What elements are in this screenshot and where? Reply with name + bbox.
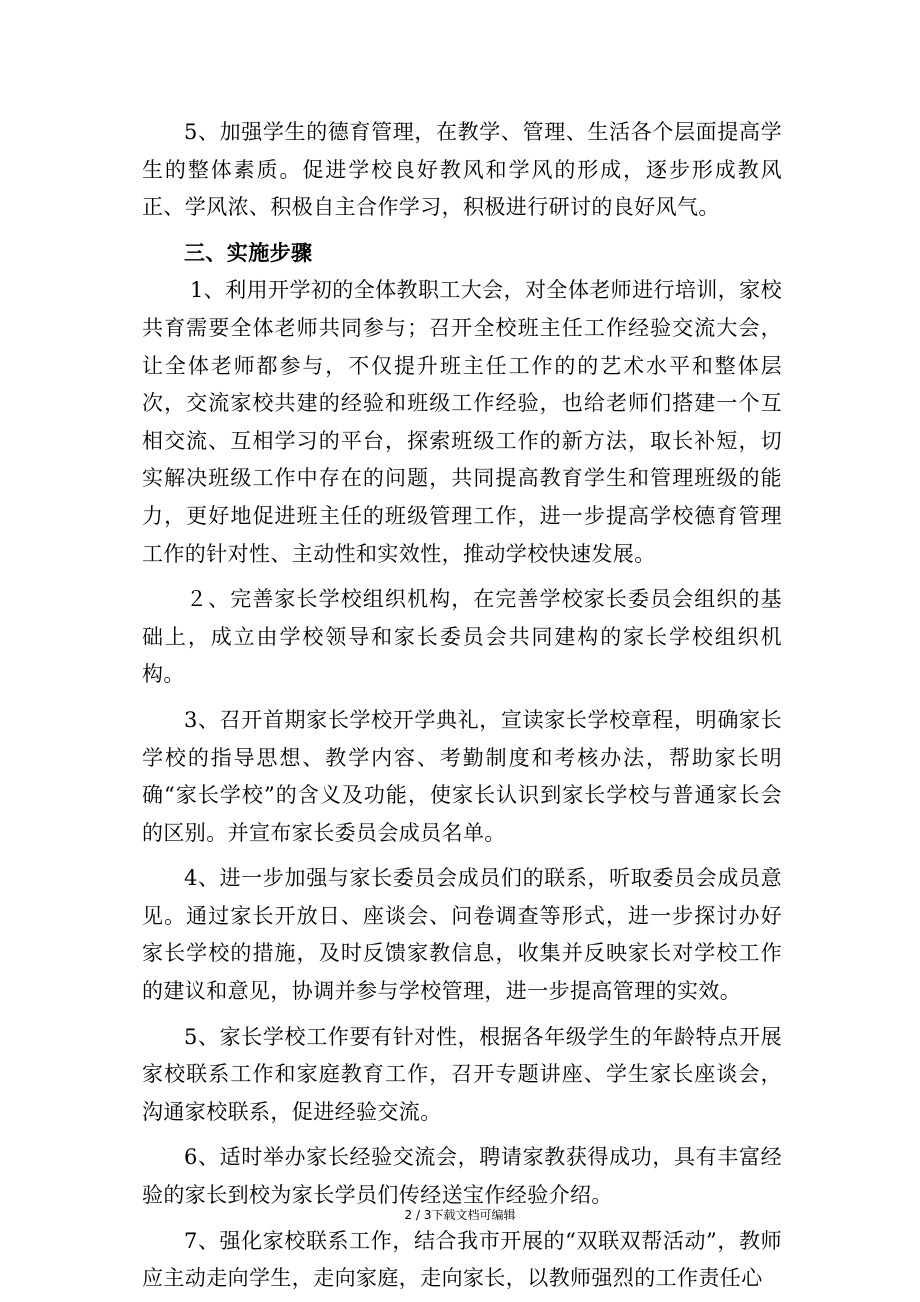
paragraph-item-5-moral-education: 5、加强学生的德育管理，在教学、管理、生活各个层面提高学生的整体素质。促进学校良好教风和学风的形成，逐步形成教风正、学风浓、积极自主合作学习，积极进行研讨的良好风气。 (142, 120, 782, 220)
paragraph-step-1: 1、利用开学初的全体教职工大会，对全体老师进行培训，家校共育需要全体老师共同参与；召开全校班主任工作经验交流大会，让全体老师都参与，不仅提升班主任工作的的艺术水平和整体层次，交流家校共建的经验和班级工作经验，也给老师们搭建一个互相交流、互相学习的平台，探索班级工作的新方法，取长补短，切实解决班级工作中存在的问题，共同提高教育学生和管理班级的能力，更好地促进班主任的班级管理工作，进一步提高学校德育管理工作的针对性、主动性和实效性，推动学校快速发展。 (142, 278, 782, 566)
paragraph-step-4: 4、进一步加强与家长委员会成员们的联系，听取委员会成员意见。通过家长开放日、座谈会、问卷调查等形式，进一步探讨办好家长学校的措施，及时反馈家教信息，收集并反映家长对学校工作的建议和意见，协调并参与学校管理，进一步提高管理的实效。 (142, 866, 782, 1004)
section-heading-implementation-steps: 三、实施步骤 (184, 240, 313, 265)
paragraph-step-6: 6、适时举办家长经验交流会，聘请家教获得成功，具有丰富经验的家长到校为家长学员们传经送宝作经验介绍。 (142, 1145, 782, 1208)
document-body (142, 114, 782, 1298)
page-footer: 2 / 3下载文档可编辑 (404, 1208, 516, 1222)
paragraph-step-5: 5、家长学校工作要有针对性，根据各年级学生的年龄特点开展家校联系工作和家庭教育工作，召开专题讲座、学生家长座谈会，沟通家校联系，促进经验交流。 (142, 1024, 782, 1124)
paragraph-step-2: ２、完善家长学校组织机构，在完善学校家长委员会组织的基础上，成立由学校领导和家长委员会共同建构的家长学校组织机构。 (142, 587, 782, 687)
paragraph-step-3: 3、召开首期家长学校开学典礼，宣读家长学校章程，明确家长学校的指导思想、教学内容、考勤制度和考核办法，帮助家长明确“家长学校”的含义及功能，使家长认识到家长学校与普通家长会的区别。并宣布家长委员会成员名单。 (142, 707, 782, 845)
paragraph-step-7: 7、强化家校联系工作，结合我市开展的“双联双帮活动”，教师应主动走向学生，走向家庭，走向家长，以教师强烈的工作责任心 (142, 1228, 782, 1291)
